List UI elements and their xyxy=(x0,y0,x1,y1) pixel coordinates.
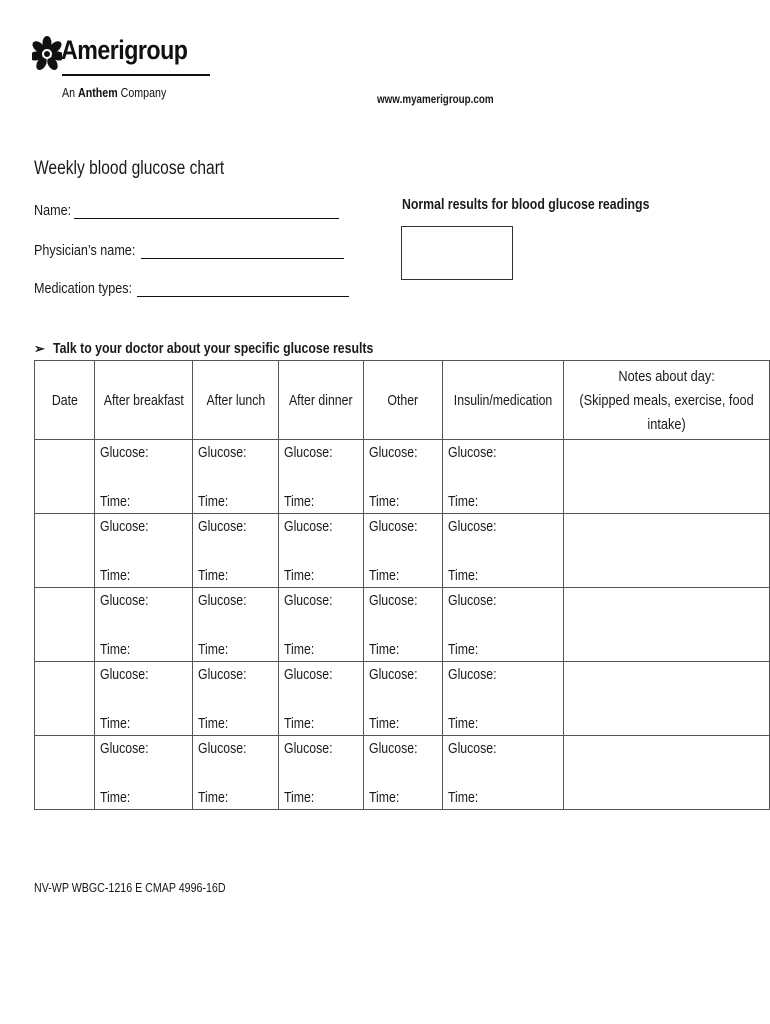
after-dinner-cell[interactable] xyxy=(278,662,363,736)
glucose-label: Glucose: xyxy=(198,592,247,609)
table-row xyxy=(35,736,770,810)
glucose-label: Glucose: xyxy=(368,740,418,757)
after-lunch-cell[interactable] xyxy=(193,588,278,662)
after-breakfast-cell[interactable] xyxy=(94,440,193,514)
time-label: Time: xyxy=(368,493,400,510)
after-lunch-cell[interactable] xyxy=(193,514,278,588)
normal-results-box[interactable] xyxy=(401,226,513,280)
header-date: Date xyxy=(35,361,95,440)
medication-label: Medication types: xyxy=(34,280,133,297)
glucose-label: Glucose: xyxy=(99,740,149,757)
time-label: Time: xyxy=(283,715,314,732)
after-dinner-cell[interactable] xyxy=(278,440,363,514)
notes-cell[interactable] xyxy=(563,588,769,662)
after-lunch-cell[interactable] xyxy=(193,736,278,810)
other-cell[interactable] xyxy=(363,662,442,736)
after-breakfast-cell[interactable] xyxy=(94,736,193,810)
header-after-breakfast: After breakfast xyxy=(94,361,193,440)
time-label: Time: xyxy=(99,493,131,510)
glucose-label: Glucose: xyxy=(198,518,247,535)
header-insulin: Insulin/medication xyxy=(442,361,563,440)
glucose-label: Glucose: xyxy=(283,666,333,683)
glucose-label: Glucose: xyxy=(368,666,418,683)
date-cell[interactable] xyxy=(35,662,95,736)
time-label: Time: xyxy=(198,715,229,732)
time-label: Time: xyxy=(447,641,479,658)
page-title: Weekly blood glucose chart xyxy=(34,158,225,179)
time-label: Time: xyxy=(368,567,400,584)
glucose-table xyxy=(34,360,770,810)
time-label: Time: xyxy=(368,789,400,806)
after-breakfast-cell[interactable] xyxy=(94,588,193,662)
glucose-label: Glucose: xyxy=(283,740,333,757)
table-row xyxy=(35,514,770,588)
date-cell[interactable] xyxy=(35,736,95,810)
header-after-lunch: After lunch xyxy=(193,361,278,440)
notes-cell[interactable] xyxy=(563,440,769,514)
name-line[interactable] xyxy=(74,204,339,219)
physician-field[interactable] xyxy=(34,242,344,259)
tip-line xyxy=(34,340,444,357)
time-label: Time: xyxy=(198,789,229,806)
time-label: Time: xyxy=(447,493,479,510)
glucose-label: Glucose: xyxy=(283,444,333,461)
after-dinner-cell[interactable] xyxy=(278,736,363,810)
glucose-label: Glucose: xyxy=(283,592,333,609)
medication-field[interactable] xyxy=(34,280,349,297)
glucose-label: Glucose: xyxy=(447,740,497,757)
physician-line[interactable] xyxy=(141,244,344,259)
table-row xyxy=(35,662,770,736)
logo-rule xyxy=(62,74,210,76)
glucose-label: Glucose: xyxy=(99,444,149,461)
time-label: Time: xyxy=(198,641,229,658)
table-header-row xyxy=(35,361,770,440)
glucose-label: Glucose: xyxy=(198,740,247,757)
time-label: Time: xyxy=(447,567,479,584)
after-breakfast-cell[interactable] xyxy=(94,514,193,588)
time-label: Time: xyxy=(283,567,314,584)
glucose-label: Glucose: xyxy=(447,444,497,461)
glucose-label: Glucose: xyxy=(99,666,149,683)
medication-line[interactable] xyxy=(137,282,349,297)
header-after-dinner: After dinner xyxy=(278,361,363,440)
time-label: Time: xyxy=(99,567,131,584)
other-cell[interactable] xyxy=(363,440,442,514)
other-cell[interactable] xyxy=(363,736,442,810)
brand-tagline: An Anthem Company xyxy=(62,85,167,100)
insulin-cell[interactable] xyxy=(442,736,563,810)
website-url: www.myamerigroup.com xyxy=(377,92,494,106)
time-label: Time: xyxy=(99,789,131,806)
after-breakfast-cell[interactable] xyxy=(94,662,193,736)
date-cell[interactable] xyxy=(35,588,95,662)
time-label: Time: xyxy=(447,789,479,806)
date-cell[interactable] xyxy=(35,514,95,588)
brand-name: Amerigroup xyxy=(61,35,188,65)
time-label: Time: xyxy=(99,715,131,732)
glucose-label: Glucose: xyxy=(368,592,418,609)
name-field[interactable] xyxy=(34,202,339,219)
time-label: Time: xyxy=(99,641,131,658)
arrow-bullet-icon: ➢ xyxy=(34,340,45,356)
name-label: Name: xyxy=(34,202,72,219)
tip-text: Talk to your doctor about your specific glucose results xyxy=(52,340,374,357)
time-label: Time: xyxy=(368,715,400,732)
time-label: Time: xyxy=(283,641,314,658)
glucose-label: Glucose: xyxy=(447,666,497,683)
glucose-label: Glucose: xyxy=(99,592,149,609)
insulin-cell[interactable] xyxy=(442,588,563,662)
normal-results-label: Normal results for blood glucose readings xyxy=(402,196,650,213)
after-dinner-cell[interactable] xyxy=(278,514,363,588)
amerigroup-logo xyxy=(32,34,188,104)
after-lunch-cell[interactable] xyxy=(193,662,278,736)
after-lunch-cell[interactable] xyxy=(193,440,278,514)
header-other: Other xyxy=(363,361,442,440)
other-cell[interactable] xyxy=(363,588,442,662)
leaf-flower-icon xyxy=(32,34,62,76)
notes-cell[interactable] xyxy=(563,514,769,588)
glucose-label: Glucose: xyxy=(283,518,333,535)
insulin-cell[interactable] xyxy=(442,514,563,588)
after-dinner-cell[interactable] xyxy=(278,588,363,662)
other-cell[interactable] xyxy=(363,514,442,588)
insulin-cell[interactable] xyxy=(442,662,563,736)
notes-cell[interactable] xyxy=(563,736,769,810)
physician-label: Physician’s name: xyxy=(34,242,136,259)
time-label: Time: xyxy=(198,493,229,510)
glucose-label: Glucose: xyxy=(447,592,497,609)
form-code: NV-WP WBGC-1216 E CMAP 4996-16D xyxy=(34,880,226,895)
glucose-label: Glucose: xyxy=(368,444,418,461)
insulin-cell[interactable] xyxy=(442,440,563,514)
header-notes: Notes about day: (Skipped meals, exercise, food intake) xyxy=(563,361,769,440)
table-row xyxy=(35,440,770,514)
glucose-label: Glucose: xyxy=(368,518,418,535)
glucose-label: Glucose: xyxy=(447,518,497,535)
notes-cell[interactable] xyxy=(563,662,769,736)
time-label: Time: xyxy=(283,493,314,510)
time-label: Time: xyxy=(198,567,229,584)
glucose-label: Glucose: xyxy=(198,666,247,683)
table-row xyxy=(35,588,770,662)
time-label: Time: xyxy=(368,641,400,658)
glucose-label: Glucose: xyxy=(99,518,149,535)
date-cell[interactable] xyxy=(35,440,95,514)
time-label: Time: xyxy=(283,789,314,806)
time-label: Time: xyxy=(447,715,479,732)
glucose-label: Glucose: xyxy=(198,444,247,461)
